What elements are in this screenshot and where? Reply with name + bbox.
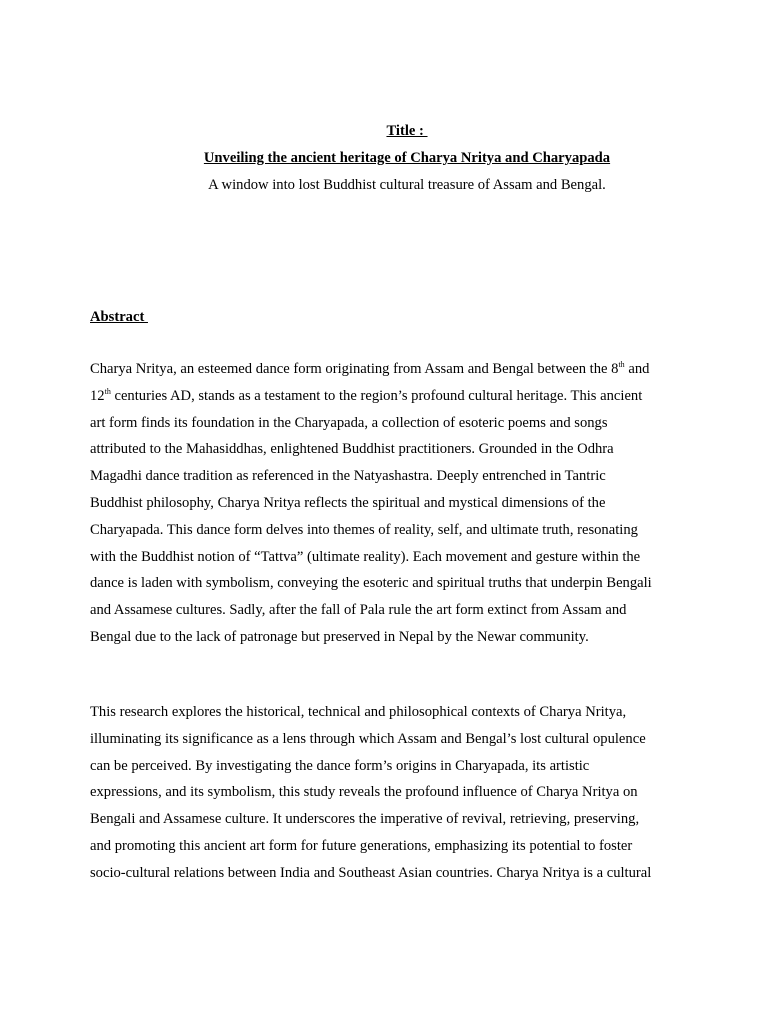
paragraph-line: Bengali and Assamese culture. It underscores the imperative of revival, retrieving, preserving, — [90, 811, 640, 828]
main-title: Unveiling the ancient heritage of Charya Nritya and Charyapada — [203, 150, 611, 166]
paragraph-line: Magadhi dance tradition as referenced in the Natyashastra. Deeply entrenched in Tantric — [90, 468, 606, 485]
paragraph-line: can be perceived. By investigating the dance form’s origins in Charyapada, its artistic — [90, 757, 590, 774]
paragraph-line: Charyapada. This dance form delves into themes of reality, self, and ultimate truth, resonating — [90, 521, 638, 538]
subtitle: A window into lost Buddhist cultural treasure of Assam and Bengal. — [208, 177, 606, 193]
paragraph-line: and promoting this ancient art form for future generations, emphasizing its potential to foster — [90, 837, 633, 854]
title-label: Title : — [386, 123, 428, 139]
paragraph-line: art form finds its foundation in the Charyapada, a collection of esoteric poems and songs — [90, 414, 608, 431]
paragraph-line: Bengal due to the lack of patronage but preserved in Nepal by the Newar community. — [90, 628, 589, 645]
abstract-paragraph-1 — [90, 356, 690, 651]
paragraph-line: attributed to the Mahasiddhas, enlightened Buddhist practitioners. Grounded in the Odhra — [90, 441, 614, 458]
paragraph-line: illuminating its significance as a lens through which Assam and Bengal’s lost cultural opulence — [90, 730, 646, 747]
paragraph-line: Charya Nritya, an esteemed dance form originating from Assam and Bengal between the 8th and — [90, 360, 650, 377]
abstract-heading: Abstract — [90, 309, 148, 325]
ordinal-superscript: th — [618, 360, 625, 369]
paragraph-line: Buddhist philosophy, Charya Nritya reflects the spiritual and mystical dimensions of the — [90, 494, 606, 511]
ordinal-superscript: th — [104, 386, 111, 396]
title-block — [90, 118, 724, 199]
paragraph-line: socio-cultural relations between India and Southeast Asian countries. Charya Nritya is a cultural — [90, 864, 652, 881]
paragraph-line: expressions, and its symbolism, this study reveals the profound influence of Charya Nritya on — [90, 784, 638, 801]
abstract-paragraph-2 — [90, 699, 690, 887]
paragraph-line: with the Buddhist notion of “Tattva” (ultimate reality). Each movement and gesture within the — [90, 548, 641, 565]
paragraph-line: This research explores the historical, technical and philosophical contexts of Charya Nritya, — [90, 704, 627, 720]
paragraph-line: dance is laden with symbolism, conveying the esoteric and spiritual truths that underpin Bengali — [90, 575, 652, 592]
paragraph-line: 12th centuries AD, stands as a testament to the region’s profound cultural heritage. This ancient — [90, 386, 643, 404]
paragraph-line: and Assamese cultures. Sadly, after the fall of Pala rule the art form extinct from Assam and — [90, 602, 627, 619]
